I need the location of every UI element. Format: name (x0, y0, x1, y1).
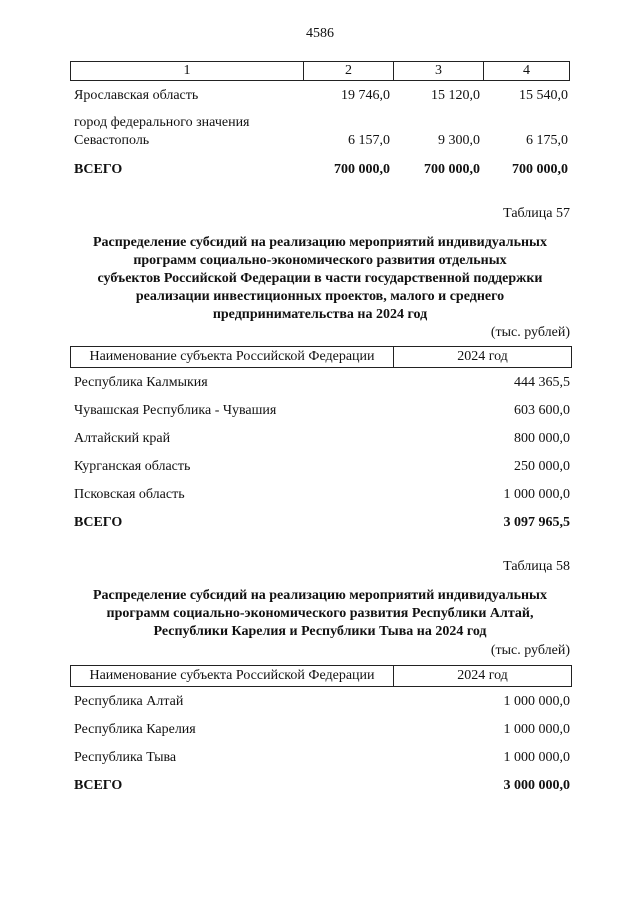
table57-row-2-value: 603 600,0 (514, 403, 570, 418)
top-header-col1: 1 (183, 63, 191, 78)
top-row-2-val-2: 9 300,0 (438, 133, 480, 148)
table57-row-4-name: Курганская область (74, 459, 191, 474)
top-total-val-1: 700 000,0 (334, 162, 390, 177)
table58-row-2-value: 1 000 000,0 (503, 722, 570, 737)
table57-row-3-name: Алтайский край (74, 431, 171, 446)
table57-header-year: 2024 год (393, 347, 571, 367)
top-row-2-val-1: 6 157,0 (348, 133, 390, 148)
table57-title-line-2: программ социально-экономического развития отдельных (133, 253, 507, 268)
table58-row-1-name: Республика Алтай (74, 694, 184, 709)
top-row-2-name-line1: город федерального значения (74, 115, 250, 130)
top-row-1-val-2: 15 120,0 (431, 88, 480, 103)
table58-row-1-value: 1 000 000,0 (503, 694, 570, 709)
table58-header-year: 2024 год (393, 666, 571, 686)
table57-title (60, 234, 580, 324)
table57-total-value: 3 097 965,5 (503, 515, 570, 530)
table58-units: (тыс. рублей) (490, 643, 570, 658)
table57-row-1-name: Республика Калмыкия (74, 375, 208, 390)
top-header-col2: 2 (303, 62, 393, 80)
table57-row-5-name: Псковская область (74, 487, 185, 502)
table57-total-label: ВСЕГО (74, 515, 123, 530)
table58-title-line-3: Республики Карелия и Республики Тыва на 2024 год (153, 624, 487, 639)
table57-units: (тыс. рублей) (490, 325, 570, 340)
table57-row-1-value: 444 365,5 (514, 375, 570, 390)
table57-header-name: Наименование субъекта Российской Федерации (89, 349, 375, 364)
table58-row-2-name: Республика Карелия (74, 722, 196, 737)
table57-title-line-3: субъектов Российской Федерации в части государственной поддержки (97, 271, 543, 286)
table58-total-value: 3 000 000,0 (503, 778, 570, 793)
top-row-1-name: Ярославская область (74, 88, 199, 103)
top-total-label: ВСЕГО (74, 162, 123, 177)
top-total-val-3: 700 000,0 (512, 162, 568, 177)
top-row-1-val-1: 19 746,0 (341, 88, 390, 103)
table58-header-name: Наименование субъекта Российской Федерации (89, 668, 375, 683)
top-row-2-name-line2: Севастополь (74, 133, 150, 148)
page-number: 4586 (306, 26, 334, 41)
table57-title-line-5: предпринимательства на 2024 год (212, 307, 428, 322)
top-header-col3: 3 (393, 62, 483, 80)
table58-total-label: ВСЕГО (74, 778, 123, 793)
table58-title (60, 587, 580, 641)
top-row-1-val-3: 15 540,0 (519, 88, 568, 103)
top-row-2-val-3: 6 175,0 (526, 133, 568, 148)
table57-label: Таблица 57 (503, 206, 570, 221)
top-header-col4: 4 (483, 62, 569, 80)
top-table-header (70, 61, 570, 81)
table58-label: Таблица 58 (503, 559, 570, 574)
table57-row-4-value: 250 000,0 (514, 459, 570, 474)
table58-title-line-2: программ социально-экономического развития Республики Алтай, (106, 606, 534, 621)
table58-header (70, 665, 572, 687)
table57-title-line-1: Распределение субсидий на реализацию мероприятий индивидуальных (93, 235, 547, 250)
top-total-val-2: 700 000,0 (424, 162, 480, 177)
table57-row-5-value: 1 000 000,0 (503, 487, 570, 502)
table57-row-3-value: 800 000,0 (514, 431, 570, 446)
table58-row-3-name: Республика Тыва (74, 750, 177, 765)
table58-title-line-1: Распределение субсидий на реализацию мероприятий индивидуальных (93, 588, 547, 603)
table58-row-3-value: 1 000 000,0 (503, 750, 570, 765)
table57-row-2-name: Чувашская Республика - Чувашия (74, 403, 277, 418)
table57-title-line-4: реализации инвестиционных проектов, малого и среднего (135, 289, 505, 304)
table57-header (70, 346, 572, 368)
